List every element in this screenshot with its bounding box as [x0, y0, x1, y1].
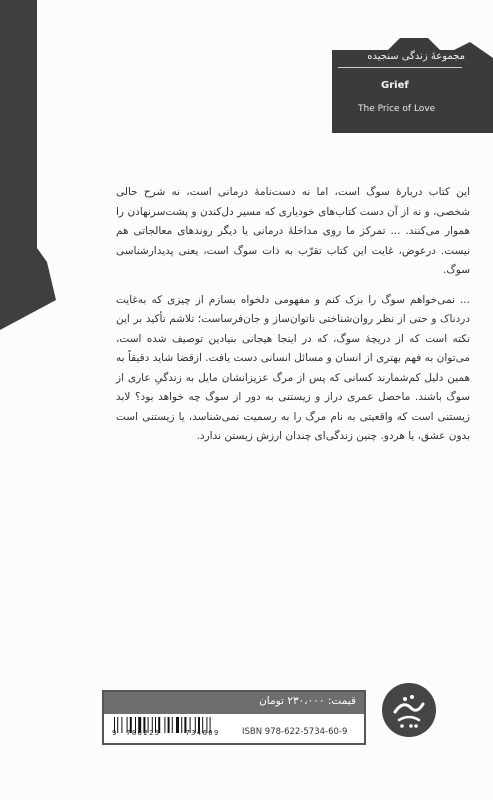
barcode-number [112, 729, 236, 737]
book-title-en: Grief [381, 80, 409, 91]
price-label: قیمت: ۲۳۰،۰۰۰ تومان [259, 695, 356, 707]
barcode-left-group: 786225 [126, 729, 161, 737]
price-barcode-panel [102, 690, 366, 745]
barcode-first-digit: 9 [112, 729, 117, 737]
blurb-paragraph-2: ... نمی‌خواهم سوگ را بزک کنم و مفهومی دلخواه بسازم از چیزی که به‌غایت دردناک و حتی از نظر روان‌شناختی ناتوان‌ساز و جان‌فرساست؛ تلاشم تأکید بر این نکته است که از دریچهٔ سوگ، که در اینجا هیجانی بنیادین توصیف شده است، می‌توان به فهم بهتری از انسان و مسائل انسانی دست یافت. ازقضا شاید دقیقاً به همین دلیل کم‌شمارند کسانی که پس از مرگ عزیزانشان مایل به زندگیِ عاری از سوگ باشند. ماحصل عمری دراز و زیستنی به دور از سوگ چه خواهد بود؟ لابد زیستنی است که واقعیتی به نام مرگ را به رسمیت نمی‌شناسد، یا زیستنی است بدون عشق، یا هردو. چنین زندگی‌ای چندان ارزش زیستن ندارد. [116, 293, 470, 442]
blurb-text [116, 183, 470, 457]
book-subtitle-en: The Price of Love [358, 104, 436, 114]
barcode-right-group: 734609 [185, 729, 220, 737]
isbn-text: ISBN 978-622-5734-60-9 [242, 727, 348, 737]
blurb-paragraph-1: این کتاب دربارهٔ سوگ است، اما نه دست‌نامهٔ درمانی است، نه شرح حالی شخصی، و نه از آن دست کتاب‌های خودیاری که مسیر دل‌کندن و پشت‌سرنهادن را هموار می‌کنند. ... تمرکز ما روی مداخلهٔ درمانی یا دیگر روندهای معالجاتی هم نیست. درعوض، غایت این کتاب تقرّب به ذات سوگ است، یعنی پدیدارشناسی سوگ. [116, 186, 470, 276]
publisher-logo [381, 682, 437, 738]
building-silhouette-graphic [0, 0, 60, 330]
series-divider [338, 67, 462, 68]
series-title: مجموعهٔ زندگی سنجیده [367, 51, 465, 62]
price-bar [104, 692, 364, 714]
